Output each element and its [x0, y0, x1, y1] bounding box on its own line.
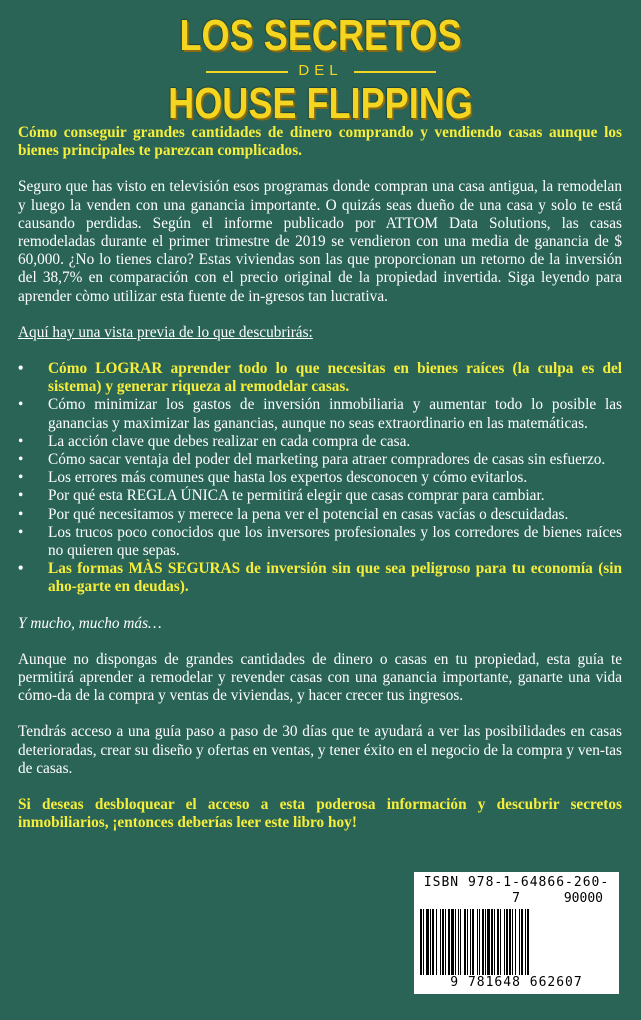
list-item: • Cómo LOGRAR aprender todo lo que necesitas en bienes raíces (la culpa es del sistema) y generar riqueza al remodelar casas.	[18, 360, 622, 396]
intro-paragraph: Cómo conseguir grandes cantidades de dinero comprando y vendiendo casas aunque los bienes principales te parezcan complicados.	[18, 124, 622, 160]
title-line-1: LOS SECRETOS	[179, 11, 462, 60]
list-item: • Los trucos poco conocidos que los inversores profesionales y los corredores de bienes raíces no quieren que sepas.	[18, 524, 622, 560]
paragraph-1: Seguro que has visto en televisión esos programas donde compran una casa antigua, la remodelan y luego la venden con una ganancia importante. O quizás seas dueño de una casa y solo te está causando perdidas. Según el informe publicado por ATTOM Data Solutions, las casas remodeladas durante el primer trimestre de 2019 se vendieron con una media de ganancia de $ 60,000. ¿No lo tienes claro? Estas viviendas son las que proporcionan un retorno de la inversión del 38,7% en comparación con el precio original de la propiedad invertida. Siga leyendo para aprender còmo utilizar esta fuente de in-gresos tan lucrativa.	[18, 178, 622, 305]
preview-list	[18, 360, 622, 597]
list-item: • Cómo sacar ventaja del poder del marketing para atraer compradores de casas sin esfuerzo.	[18, 451, 622, 469]
list-item: • Las formas MÀS SEGURAS de inversión sin que sea peligroso para tu economía (sin aho-garte en deudas).	[18, 560, 622, 596]
book-title	[0, 11, 641, 128]
list-item: • Por qué esta REGLA ÚNICA te permitirá elegir que casas comprar para cambiar.	[18, 487, 622, 505]
price-code: 90000	[563, 891, 603, 906]
preview-heading: Aquí hay una vista previa de lo que descubrirás:	[18, 323, 313, 341]
isbn-barcode	[414, 872, 619, 994]
paragraph-3: Tendrás acceso a una guía paso a paso de 30 días que te ayudará a ver las posibilidades en casas deterioradas, crear su diseño y ofertas en ventas, y tener éxito en el negocio de la compra y ven-tas de casas.	[18, 723, 622, 777]
paragraph-2: Aunque no dispongas de grandes cantidades de dinero o casas en tu propiedad, esta guía te permitirá aprender a remodelar y revender casas con una ganancia importante, ganarte una vida cómo-da de la compra y ventas de viviendas, y hacer crecer tus ingresos.	[18, 650, 622, 705]
closing-paragraph: Si deseas desbloquear el acceso a esta poderosa información y descubrir secretos inmobiliarios, ¡entonces deberías leer este libro hoy!	[18, 796, 622, 832]
list-item: • La acción clave que debes realizar en cada compra de casa.	[18, 433, 622, 451]
title-del: DEL	[298, 62, 343, 79]
back-cover-text	[18, 124, 622, 851]
barcode-digits: 9 781648 662607	[414, 975, 619, 991]
list-item: • Los errores más comunes que hasta los expertos desconocen y cómo evitarlos.	[18, 469, 622, 487]
isbn-text: ISBN 978-1-64866-260-7	[423, 875, 610, 906]
list-item: • Cómo minimizar los gastos de inversión inmobiliaria y aumentar todo lo posible las ganancias y maximizar las ganancias, aunque no seas extraordinario en las matemáticas.	[18, 396, 622, 432]
title-line-2: HOUSE FLIPPING	[168, 79, 473, 128]
list-item: • Por qué necesitamos y merece la pena ver el potencial en casas vacías o descuidadas.	[18, 506, 622, 524]
more-text: Y mucho, mucho más…	[18, 614, 162, 632]
